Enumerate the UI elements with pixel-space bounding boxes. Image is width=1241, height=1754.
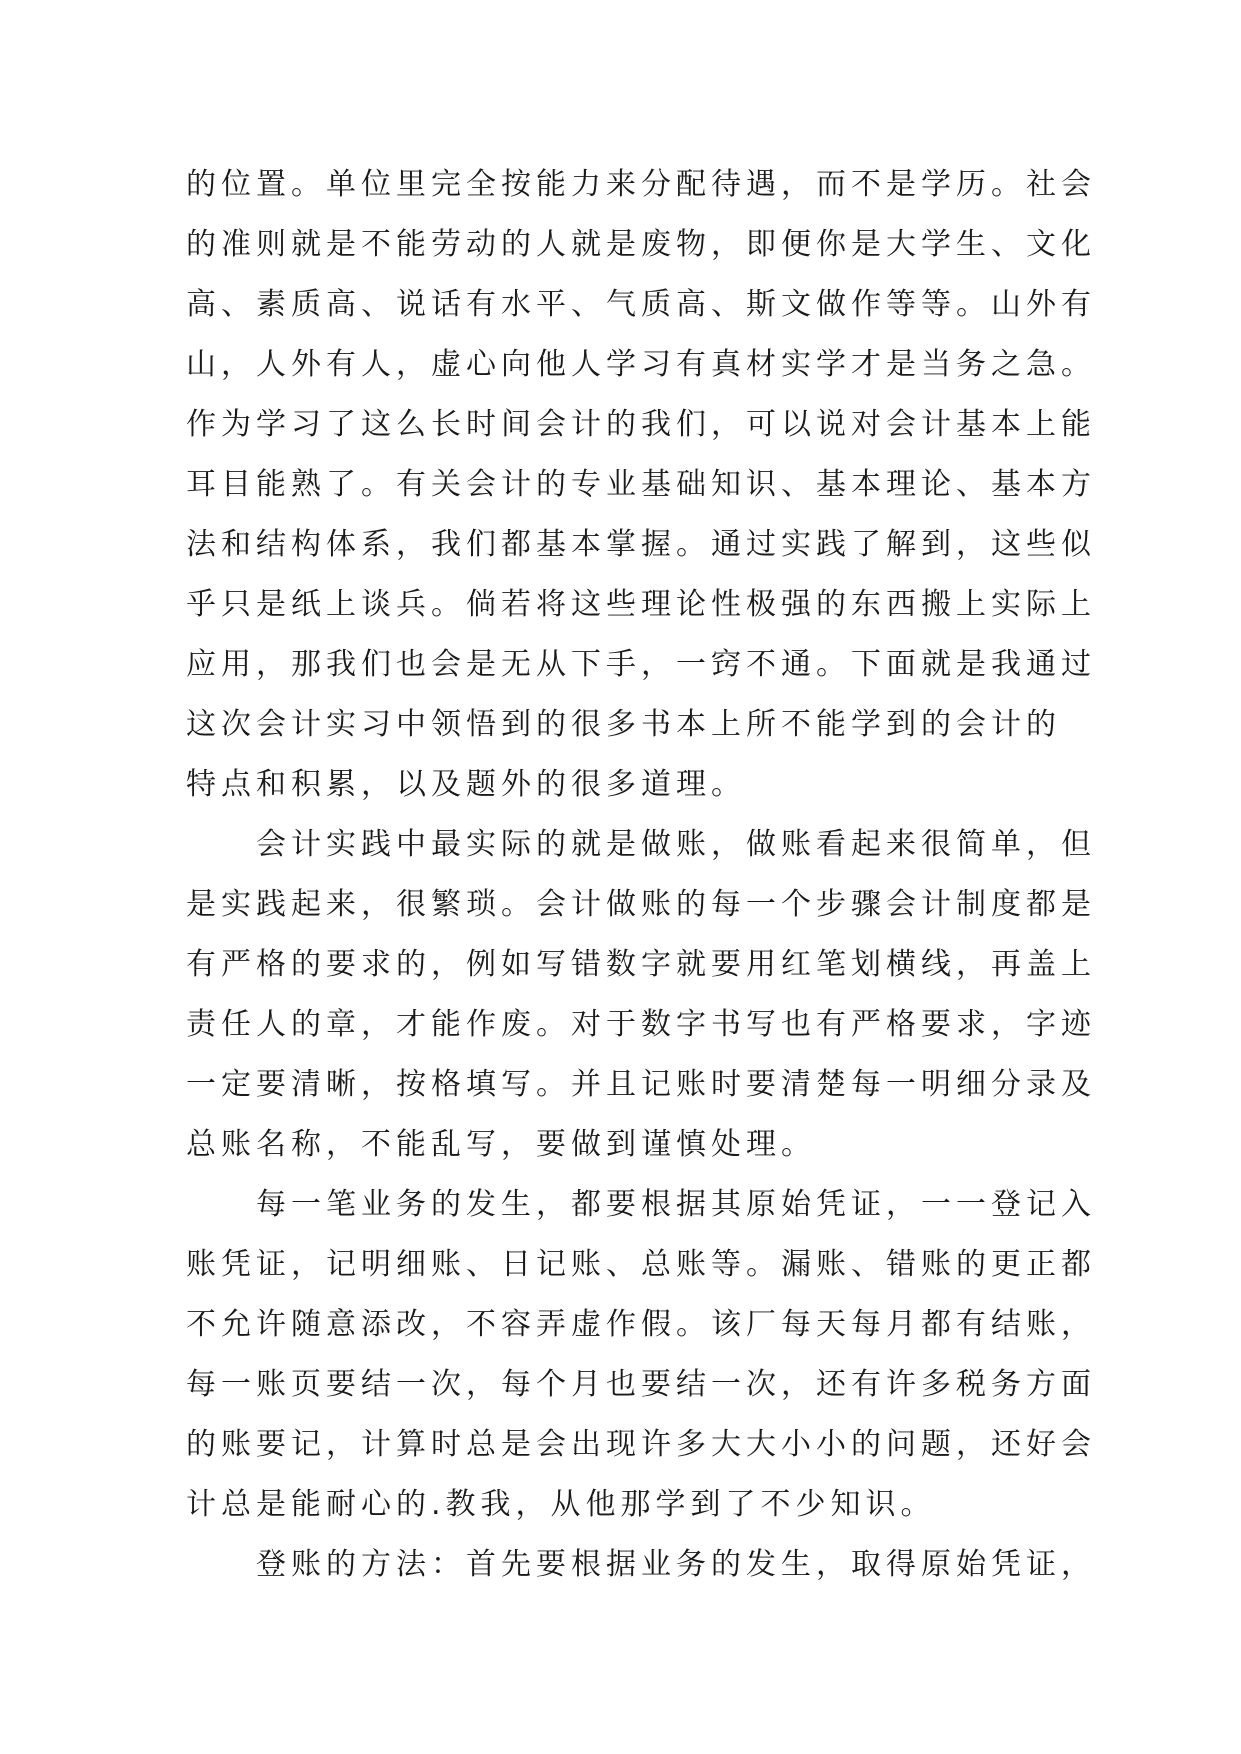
- text-line: 山，人外有人，虚心向他人学习有真材实学才是当务之急。: [186, 347, 1096, 382]
- text-line: 耳目能熟了。有关会计的专业基础知识、基本理论、基本方: [186, 467, 1096, 502]
- text-line: 这次会计实习中领悟到的很多书本上所不能学到的会计的: [186, 707, 1061, 742]
- text-line: 责任人的章，才能作废。对于数字书写也有严格要求，字迹: [186, 1007, 1096, 1042]
- text-line: 作为学习了这么长时间会计的我们，可以说对会计基本上能: [186, 407, 1096, 442]
- text-line: 有严格的要求的，例如写错数字就要用红笔划横线，再盖上: [186, 947, 1096, 982]
- text-line: 特点和积累，以及题外的很多道理。: [186, 767, 746, 802]
- text-line: 一定要清晰，按格填写。并且记账时要清楚每一明细分录及: [186, 1067, 1096, 1102]
- body-text: [186, 155, 1096, 1595]
- text-line: 总账名称，不能乱写，要做到谨慎处理。: [186, 1127, 816, 1162]
- text-line: 法和结构体系，我们都基本掌握。通过实践了解到，这些似: [186, 527, 1096, 562]
- text-line: 的账要记，计算时总是会出现许多大大小小的问题，还好会: [186, 1427, 1096, 1462]
- text-line: 每一账页要结一次，每个月也要结一次，还有许多税务方面: [186, 1367, 1096, 1402]
- text-line: 高、素质高、说话有水平、气质高、斯文做作等等。山外有: [186, 287, 1096, 322]
- text-line: 是实践起来，很繁琐。会计做账的每一个步骤会计制度都是: [186, 887, 1096, 922]
- paragraph-first-line: 每一笔业务的发生，都要根据其原始凭证，一一登记入: [256, 1187, 1096, 1222]
- text-line: 的位置。单位里完全按能力来分配待遇，而不是学历。社会: [186, 167, 1096, 202]
- text-line: 计总是能耐心的.教我，从他那学到了不少知识。: [186, 1487, 936, 1522]
- text-line: 乎只是纸上谈兵。倘若将这些理论性极强的东西搬上实际上: [186, 587, 1096, 622]
- text-line: 账凭证，记明细账、日记账、总账等。漏账、错账的更正都: [186, 1247, 1096, 1282]
- paragraph-first-line: 会计实践中最实际的就是做账，做账看起来很简单，但: [256, 827, 1096, 862]
- text-line: 应用，那我们也会是无从下手，一窍不通。下面就是我通过: [186, 647, 1096, 682]
- text-line: 不允许随意添改，不容弄虚作假。该厂每天每月都有结账，: [186, 1307, 1096, 1342]
- text-line: 的准则就是不能劳动的人就是废物，即便你是大学生、文化: [186, 227, 1096, 262]
- paragraph-first-line: 登账的方法：首先要根据业务的发生，取得原始凭证，: [256, 1547, 1096, 1582]
